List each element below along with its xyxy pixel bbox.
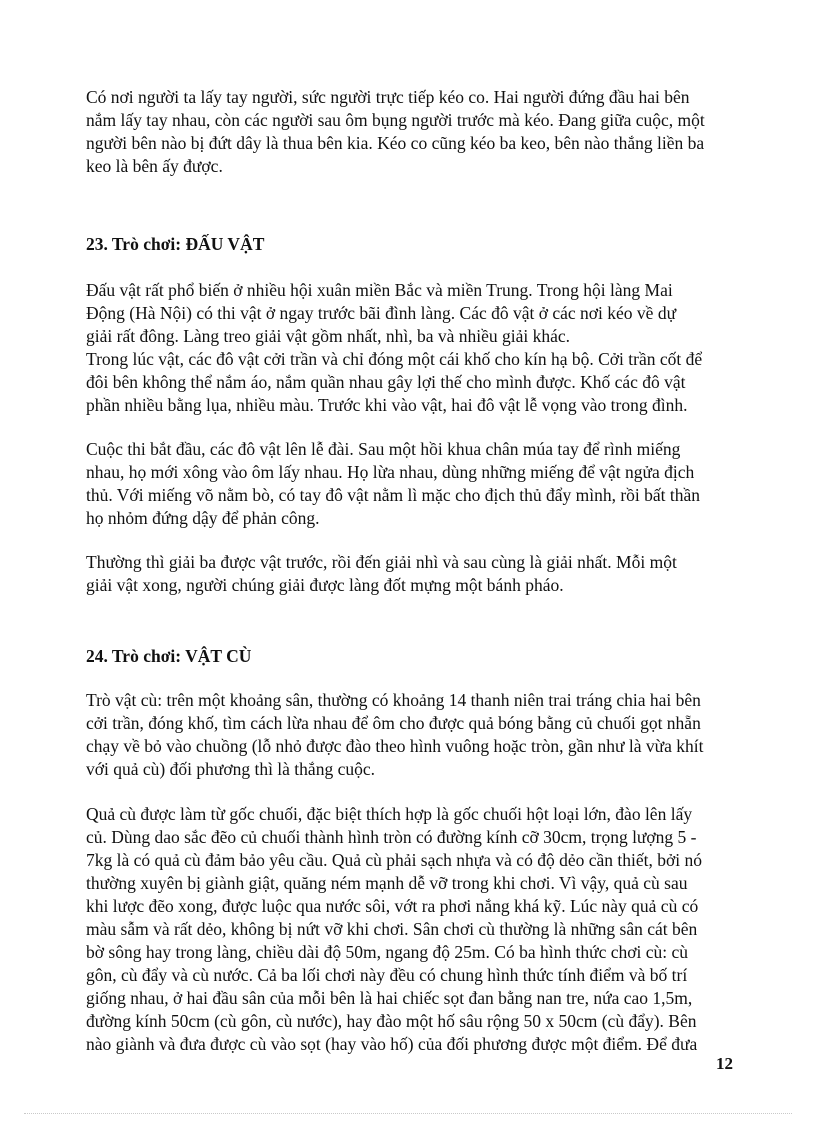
text-line: thủ. Với miếng võ nằm bò, có tay đô vật nằm lì mặc cho địch thủ đẩy mình, rồi bất thần (86, 485, 701, 505)
text-line: đôi bên không thể nắm áo, nắm quần nhau gây lợi thế cho mình được. Khố các đô vật (86, 372, 686, 392)
text-line: với quả cù) đối phương thì là thắng cuộc. (86, 759, 375, 779)
text-line: Đấu vật rất phổ biến ở nhiều hội xuân miền Bắc và miền Trung. Trong hội làng Mai (86, 280, 673, 300)
text-line: chạy về bỏ vào chuồng (lỗ nhỏ được đào theo hình vuông hoặc tròn, gần như là vừa khít (86, 736, 704, 756)
text-line: nắm lấy tay nhau, còn các người sau ôm bụng người trước mà kéo. Đang giữa cuộc, một (86, 110, 705, 130)
text-line: keo là bên ấy được. (86, 156, 223, 176)
text-line: nào giành và đưa được cù vào sọt (hay vào hố) của đối phương được một điểm. Để đưa (86, 1034, 698, 1054)
text-line: củ. Dùng dao sắc đẽo củ chuối thành hình tròn có đường kính cỡ 30cm, trọng lượng 5 - (86, 827, 697, 847)
text-line: Có nơi người ta lấy tay người, sức người trực tiếp kéo co. Hai người đứng đầu hai bên (86, 87, 690, 107)
section-heading-23: 23. Trò chơi: ĐẤU VẬT (86, 234, 265, 254)
paragraph-vat-cu-intro (86, 689, 746, 781)
text-line: giải vật xong, người chúng giải được làng đốt mựng một bánh pháo. (86, 575, 564, 595)
text-line: Trong lúc vật, các đô vật cởi trần và chỉ đóng một cái khố cho kín hạ bộ. Cởi trần cốt để (86, 349, 703, 369)
text-line: Thường thì giải ba được vật trước, rồi đến giải nhì và sau cùng là giải nhất. Mỗi một (86, 552, 677, 572)
text-line: họ nhỏm đứng dậy để phản công. (86, 508, 320, 528)
text-line: đường kính 50cm (cù gôn, cù nước), hay đào một hố sâu rộng 50 x 50cm (cù đẩy). Bên (86, 1011, 697, 1031)
text-line: Cuộc thi bắt đầu, các đô vật lên lễ đài. Sau một hồi khua chân múa tay để rình miếng (86, 439, 681, 459)
paragraph-wrestling-match (86, 438, 746, 530)
text-line: khi lược đẽo xong, được luộc qua nước sôi, vớt ra phơi nắng khá kỹ. Lúc này quả cù có (86, 896, 699, 916)
text-line: nhau, họ mới xông vào ôm lấy nhau. Họ lừa nhau, dùng những miếng để vật ngửa địch (86, 462, 695, 482)
paragraph-wrestling-intro (86, 279, 746, 417)
text-line: cởi trần, đóng khố, tìm cách lừa nhau để ôm cho được quả bóng bằng củ chuối gọt nhẵn (86, 713, 701, 733)
page-number: 12 (716, 1054, 733, 1073)
text-line: giải rất đông. Làng treo giải vật gồm nhất, nhì, ba và nhiều giải khác. (86, 326, 571, 346)
text-line: màu sẫm và rất dẻo, không bị nứt vỡ khi chơi. Sân chơi cù thường là những sân cát bên (86, 919, 698, 939)
paragraph-wrestling-prizes (86, 551, 746, 597)
text-line: bờ sông hay trong làng, chiều dài độ 50m, ngang độ 25m. Có ba hình thức chơi cù: cù (86, 942, 688, 962)
text-line: Động (Hà Nội) có thi vật ở ngay trước bãi đình làng. Các đô vật ở các nơi kéo về dự (86, 303, 677, 323)
paragraph-tug-of-war (86, 86, 746, 178)
text-line: Trò vật cù: trên một khoảng sân, thường có khoảng 14 thanh niên trai tráng chia hai bên (86, 690, 701, 710)
text-line: người bên nào bị đứt dây là thua bên kia. Kéo co cũng kéo ba keo, bên nào thắng liền ba (86, 133, 705, 153)
text-line: Quả cù được làm từ gốc chuối, đặc biệt thích hợp là gốc chuối hột loại lớn, đào lên lấy (86, 804, 693, 824)
text-line: 7kg là có quả cù đảm bảo yêu cầu. Quả cù phải sạch nhựa và có độ dẻo cần thiết, bởi nó (86, 850, 702, 870)
text-line: thường xuyên bị giành giật, quăng ném mạnh dễ vỡ trong khi chơi. Vì vậy, quả cù sau (86, 873, 688, 893)
section-heading-24: 24. Trò chơi: VẬT CÙ (86, 646, 252, 666)
text-line: gôn, cù đẩy và cù nước. Cả ba lối chơi này đều có chung hình thức tính điểm và bố trí (86, 965, 688, 985)
text-line: phần nhiều bằng lụa, nhiều màu. Trước khi vào vật, hai đô vật lễ vọng vào trong đình. (86, 395, 688, 415)
paragraph-vat-cu-ball (86, 803, 746, 1056)
footer-divider (24, 1113, 792, 1114)
text-line: giống nhau, ở hai đầu sân của mỗi bên là hai chiếc sọt đan bằng nan tre, nứa cao 1,5m, (86, 988, 693, 1008)
